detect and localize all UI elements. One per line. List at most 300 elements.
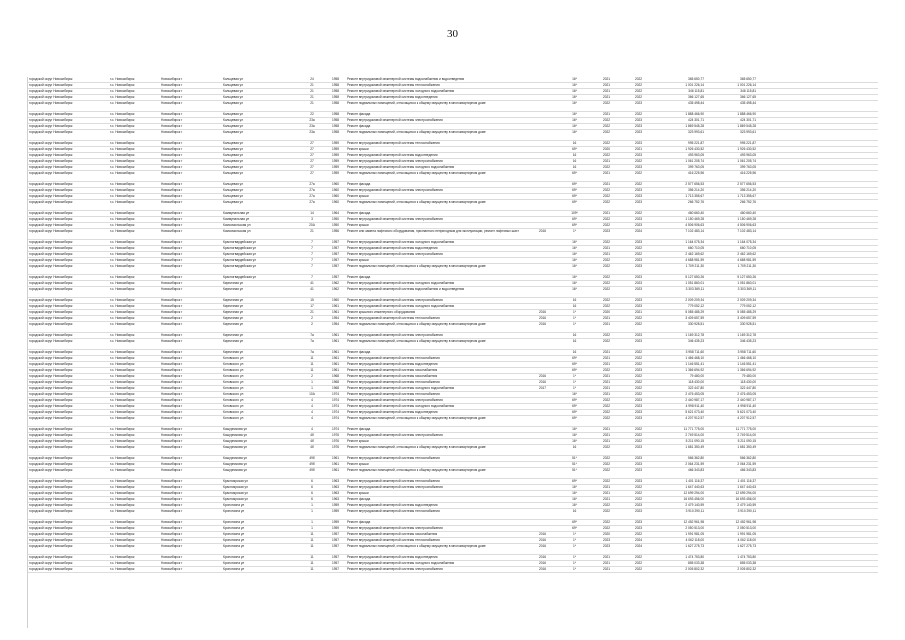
cell-town: Новосибирск г	[161, 555, 183, 559]
cell-okrug: городской округ Новосибирск	[29, 350, 73, 354]
cell-cost: 3 303 369,11	[685, 287, 704, 291]
cell-okrug: городской округ Новосибирск	[29, 211, 73, 215]
cell-okrug: городской округ Новосибирск	[29, 101, 73, 105]
cell-work: Ремонт внутридомовой инженерной системы водоснабжения и водоотведения	[347, 287, 465, 291]
cell-city: г.о. Новосибирск	[110, 362, 135, 366]
cell-start: 2022	[602, 304, 611, 308]
cell-end: 2022	[634, 555, 643, 559]
capital-repair-table	[27, 77, 878, 628]
cell-house: 21	[310, 83, 314, 87]
cell-end: 2022	[634, 374, 643, 378]
cell-work: Ремонт внутридомовой инженерной системы электроснабжения	[347, 433, 443, 437]
cell-town: Новосибирск г	[161, 95, 183, 99]
cell-total: 855 033,38	[740, 561, 756, 565]
cell-town: Новосибирск г	[161, 246, 183, 250]
cell-cost: 1 001 226,14	[685, 83, 704, 87]
cell-total: 4 506 906,63	[737, 223, 756, 227]
cell-work: Ремонт внутридомовой инженерной системы электроснабжения	[347, 298, 443, 302]
cell-year: 1957	[331, 538, 340, 542]
cell-house: 11	[310, 538, 314, 542]
cell-total: 7 102 483,14	[737, 229, 756, 233]
cell-start: 2021	[602, 322, 611, 326]
cell-end: 2023	[634, 416, 643, 420]
cell-year: 1958	[331, 118, 340, 122]
cell-street: Кирпичная ул	[223, 339, 244, 343]
cell-end: 2023	[634, 258, 643, 262]
cell-year: 1964	[331, 211, 340, 215]
cell-sub: 16*	[572, 281, 577, 285]
cell-house: 6	[311, 485, 313, 489]
cell-house: 7	[311, 252, 313, 256]
cell-house: 7	[311, 264, 313, 268]
cell-year: 1958	[331, 83, 340, 87]
cell-okrug: городской округ Новосибирск	[29, 112, 73, 116]
cell-end: 2023	[634, 200, 643, 204]
cell-end: 2022	[634, 95, 643, 99]
cell-house: 23а	[309, 118, 315, 122]
cell-street: Кольцевая ул	[223, 147, 244, 151]
cell-work: Ремонт фасада	[347, 124, 371, 128]
cell-okrug: городской округ Новосибирск	[29, 468, 73, 472]
cell-town: Новосибирск г	[161, 509, 183, 513]
cell-cost: 1 869 545,28	[685, 124, 704, 128]
cell-plan	[526, 333, 558, 338]
cell-city: г.о. Новосибирск	[110, 130, 135, 134]
cell-sub: 16*	[572, 252, 577, 256]
cell-sub: 16	[572, 445, 577, 449]
cell-okrug: городской округ Новосибирск	[29, 141, 73, 145]
cell-end: 2023	[634, 118, 643, 122]
cell-city: г.о. Новосибирск	[110, 491, 135, 495]
cell-plan: 2016	[538, 322, 547, 326]
cell-start: 2022	[602, 141, 611, 145]
cell-town: Новосибирск г	[161, 491, 183, 495]
cell-house: 4б	[310, 445, 314, 449]
cell-house: 21	[310, 229, 314, 233]
cell-total: 1 146 551,41	[737, 362, 756, 366]
cell-street: Кошурникова ул	[223, 445, 247, 449]
cell-end: 2022	[634, 386, 643, 390]
cell-house: 27	[310, 171, 314, 175]
cell-town: Новосибирск г	[161, 561, 183, 565]
cell-street: Кольцевая ул	[223, 101, 244, 105]
cell-cost: 330 928,51	[688, 322, 704, 326]
cell-house: 27	[310, 165, 314, 169]
cell-sub: 1*	[572, 310, 576, 314]
cell-work: Ремонт фасада	[347, 112, 371, 116]
cell-year: 1959	[331, 159, 340, 163]
cell-city: г.о. Новосибирск	[110, 398, 135, 402]
cell-street: Котовского ул	[223, 386, 244, 390]
cell-cost: 12 452 961,98	[683, 520, 704, 524]
cell-city: г.о. Новосибирск	[110, 509, 135, 513]
cell-start: 2022	[602, 520, 611, 524]
cell-cost: 3 910 290,11	[685, 509, 704, 513]
cell-work: Ремонт внутридомовой инженерной системы газоснабжения	[347, 374, 438, 378]
cell-sub: 16	[572, 165, 577, 169]
cell-work: Ремонт или замена лифтового оборудования, признанного непригодным для эксплуатации, ремонт лифтовых шахт	[347, 229, 519, 233]
cell-street: Кропоткина ул	[223, 567, 245, 571]
cell-cost: 2 476 453,05	[685, 392, 704, 396]
cell-street: Кропоткина ул	[223, 544, 245, 548]
cell-street: Кошурникова ул	[223, 456, 247, 460]
cell-town: Новосибирск г	[161, 194, 183, 198]
cell-start: 2022	[602, 165, 611, 169]
cell-sub: 16*	[572, 83, 577, 87]
cell-okrug: городской округ Новосибирск	[29, 509, 73, 513]
cell-town: Новосибирск г	[161, 182, 183, 186]
cell-okrug: городской округ Новосибирск	[29, 356, 73, 360]
cell-street: Котовского ул	[223, 392, 244, 396]
cell-work: Ремонт внутридомовой инженерной системы холодного водоснабжения	[347, 561, 455, 565]
cell-total: 5 621 073,40	[737, 410, 756, 414]
cell-okrug: городской округ Новосибирск	[29, 298, 73, 302]
cell-work: Ремонт внутридомовой инженерной системы электроснабжения	[347, 217, 443, 221]
cell-street: Котовского ул	[223, 374, 244, 378]
cell-year: 1961	[331, 350, 340, 354]
cell-town: Новосибирск г	[161, 159, 183, 163]
cell-end: 2023	[634, 188, 643, 192]
cell-house: 49б	[309, 456, 315, 460]
cell-town: Новосибирск г	[161, 124, 183, 128]
cell-cost: 2 005 802,32	[685, 567, 704, 571]
cell-total: 5 127 650,26	[737, 275, 756, 279]
cell-cost: 118 430,00	[688, 380, 704, 384]
cell-sub: 69*	[572, 188, 577, 192]
cell-sub: 109*	[571, 211, 578, 215]
cell-plan	[526, 200, 558, 210]
cell-year: 1961	[331, 356, 340, 360]
cell-plan	[526, 141, 558, 146]
cell-city: г.о. Новосибирск	[110, 433, 135, 437]
cell-start: 2022	[602, 281, 611, 285]
cell-town: Новосибирск г	[161, 485, 183, 489]
cell-end: 2023	[634, 194, 643, 198]
cell-total: 2 064 231,59	[737, 462, 756, 466]
cell-sub: 69*	[572, 404, 577, 408]
cell-city: г.о. Новосибирск	[110, 194, 135, 198]
cell-start: 2021	[602, 77, 611, 81]
cell-year: 1957	[331, 532, 340, 536]
cell-house: 7	[311, 258, 313, 262]
cell-sub: 16	[572, 141, 577, 145]
cell-okrug: городской округ Новосибирск	[29, 200, 73, 204]
cell-total: 1 709 211,30	[737, 264, 756, 268]
cell-street: Кольцевая ул	[223, 194, 244, 198]
cell-total: 1 647 440,63	[737, 485, 756, 489]
cell-town: Новосибирск г	[161, 503, 183, 507]
cell-end: 2023	[634, 153, 643, 157]
cell-start: 2022	[602, 479, 611, 483]
cell-house: 11	[310, 567, 314, 571]
cell-street: Красногвардейская ул	[223, 275, 257, 279]
cell-cost: 460 660,40	[688, 211, 704, 215]
cell-city: г.о. Новосибирск	[110, 503, 135, 507]
cell-start: 2021	[602, 427, 611, 431]
cell-end: 2023	[634, 281, 643, 285]
cell-town: Новосибирск г	[161, 240, 183, 244]
cell-start: 2021	[602, 182, 611, 186]
cell-plan	[526, 503, 558, 508]
table-row	[28, 171, 878, 182]
cell-cost: 4 062 118,00	[685, 538, 704, 542]
cell-total: 118 430,00	[740, 380, 756, 384]
cell-city: г.о. Новосибирск	[110, 462, 135, 466]
cell-okrug: городской округ Новосибирск	[29, 252, 73, 256]
cell-town: Новосибирск г	[161, 392, 183, 396]
cell-sub: 16*	[572, 427, 577, 431]
cell-total: 322 447,80	[740, 386, 756, 390]
cell-okrug: городской округ Новосибирск	[29, 520, 73, 524]
cell-house: 21	[310, 89, 314, 93]
cell-okrug: городской округ Новосибирск	[29, 567, 73, 571]
cell-sub: 16*	[572, 275, 577, 279]
cell-okrug: городской округ Новосибирск	[29, 497, 73, 501]
cell-end: 2023	[634, 165, 643, 169]
cell-plan	[526, 240, 558, 245]
cell-house: 24	[310, 77, 314, 81]
cell-town: Новосибирск г	[161, 479, 183, 483]
cell-house: 27	[310, 147, 314, 151]
cell-total: 323 993,61	[740, 130, 756, 134]
cell-town: Новосибирск г	[161, 497, 183, 501]
cell-total: 493 963,05	[740, 153, 756, 157]
cell-end: 2023	[634, 410, 643, 414]
cell-year: 1959	[331, 141, 340, 145]
cell-end: 2022	[634, 567, 643, 571]
cell-work: Ремонт крышного инженерного оборудования	[347, 310, 416, 314]
cell-town: Новосибирск г	[161, 211, 183, 215]
cell-house: 21	[310, 101, 314, 105]
cell-okrug: городской округ Новосибирск	[29, 246, 73, 250]
cell-year: 1960	[331, 200, 340, 204]
cell-sub: 16*	[572, 491, 577, 495]
cell-cost: 322 447,80	[688, 386, 704, 390]
cell-okrug: городской округ Новосибирск	[29, 462, 73, 466]
cell-city: г.о. Новосибирск	[110, 456, 135, 460]
cell-street: Котовского ул	[223, 404, 244, 408]
cell-work: Ремонт внутридомовой инженерной системы электроснабжения	[347, 398, 443, 402]
cell-city: г.о. Новосибирск	[110, 95, 135, 99]
cell-year: 1958	[331, 89, 340, 93]
cell-year: 1960	[331, 298, 340, 302]
cell-start: 2022	[602, 188, 611, 192]
cell-okrug: городской округ Новосибирск	[29, 322, 73, 326]
cell-city: г.о. Новосибирск	[110, 374, 135, 378]
cell-end: 2022	[634, 83, 643, 87]
cell-city: г.о. Новосибирск	[110, 101, 135, 105]
cell-street: Кольцевая ул	[223, 182, 244, 186]
cell-sub: 16	[572, 304, 577, 308]
cell-year: 1961	[331, 310, 340, 314]
cell-city: г.о. Новосибирск	[110, 445, 135, 449]
cell-start: 2022	[602, 264, 611, 268]
cell-street: Котовского ул	[223, 398, 244, 402]
cell-street: Кольцевая ул	[223, 112, 244, 116]
cell-town: Новосибирск г	[161, 544, 183, 548]
cell-city: г.о. Новосибирск	[110, 555, 135, 559]
cell-house: 4	[311, 398, 313, 402]
cell-sub: 1*	[572, 322, 576, 326]
cell-okrug: городской округ Новосибирск	[29, 427, 73, 431]
cell-total: 1 001 226,14	[737, 83, 756, 87]
cell-street: Кольцевая ул	[223, 141, 244, 145]
cell-start: 2022	[602, 404, 611, 408]
cell-house: 1	[311, 526, 313, 530]
cell-street: Кольцевая ул	[223, 89, 244, 93]
cell-year: 1974	[331, 398, 340, 402]
cell-end: 2022	[634, 356, 643, 360]
cell-town: Новосибирск г	[161, 322, 183, 326]
cell-okrug: городской округ Новосибирск	[29, 304, 73, 308]
cell-sub: 16*	[572, 118, 577, 122]
cell-street: Кольцевая ул	[223, 171, 244, 175]
cell-total: 566 362,80	[740, 456, 756, 460]
cell-house: 4	[311, 416, 313, 420]
cell-city: г.о. Новосибирск	[110, 246, 135, 250]
cell-street: Кирпичная ул	[223, 316, 244, 320]
cell-total: 1 869 545,28	[737, 124, 756, 128]
cell-work: Ремонт внутридомовой инженерной системы электроснабжения	[347, 485, 443, 489]
cell-year: 1954	[331, 322, 340, 326]
cell-city: г.о. Новосибирск	[110, 304, 135, 308]
cell-year: 1959	[331, 153, 340, 157]
cell-street: Кольцевая ул	[223, 165, 244, 169]
cell-house: 11	[310, 555, 314, 559]
cell-city: г.о. Новосибирск	[110, 171, 135, 175]
cell-plan: 2016	[538, 380, 547, 384]
cell-okrug: городской округ Новосибирск	[29, 526, 73, 530]
cell-house: 4	[311, 427, 313, 431]
cell-okrug: городской округ Новосибирск	[29, 310, 73, 314]
cell-okrug: городской округ Новосибирск	[29, 410, 73, 414]
cell-house: 23а	[309, 130, 315, 134]
cell-year: 1974	[331, 416, 340, 420]
cell-okrug: городской округ Новосибирск	[29, 281, 73, 285]
cell-year: 1957	[331, 258, 340, 262]
cell-year: 1957	[331, 567, 340, 571]
cell-house: 41	[310, 287, 314, 291]
cell-city: г.о. Новосибирск	[110, 118, 135, 122]
cell-end: 2023	[634, 445, 643, 449]
cell-plan	[526, 95, 558, 100]
cell-plan	[526, 165, 558, 170]
cell-okrug: городской округ Новосибирск	[29, 118, 73, 122]
cell-work: Ремонт внутридомовой инженерной системы холодного водоснабжения	[347, 404, 455, 408]
cell-plan	[526, 526, 558, 531]
cell-plan	[526, 217, 558, 222]
cell-total: 366 127,65	[740, 95, 756, 99]
cell-total: 1 051 860,01	[737, 281, 756, 285]
cell-okrug: городской округ Новосибирск	[29, 445, 73, 449]
cell-okrug: городской округ Новосибирск	[29, 89, 73, 93]
cell-year: 1974	[331, 410, 340, 414]
cell-house: 27а	[309, 182, 315, 186]
cell-house: 27	[310, 153, 314, 157]
cell-cost: 5 127 650,26	[685, 275, 704, 279]
cell-okrug: городской округ Новосибирск	[29, 316, 73, 320]
cell-total: 1 061 205,74	[737, 159, 756, 163]
cell-sub: 16*	[572, 503, 577, 507]
cell-okrug: городской округ Новосибирск	[29, 561, 73, 565]
cell-total: 2 009 209,34	[737, 298, 756, 302]
cell-year: 1958	[331, 95, 340, 99]
cell-work: Ремонт внутридомовой инженерной системы электроснабжения	[347, 567, 443, 571]
cell-town: Новосибирск г	[161, 462, 183, 466]
cell-town: Новосибирск г	[161, 101, 183, 105]
cell-house: 21	[310, 310, 314, 314]
cell-start: 2021	[602, 252, 611, 256]
cell-year: 1963	[331, 497, 340, 501]
cell-work: Ремонт подвальных помещений, относящихся к общему имуществу в многоквартирном доме	[347, 468, 486, 472]
cell-total: 2 479 140,59	[737, 503, 756, 507]
cell-cost: 16 693 456,00	[683, 497, 704, 501]
cell-work: Ремонт крыши	[347, 223, 369, 227]
cell-street: Кирпичная ул	[223, 310, 244, 314]
cell-total: 1 164 075,34	[737, 240, 756, 244]
cell-year: 1974	[331, 392, 340, 396]
cell-okrug: городской округ Новосибирск	[29, 555, 73, 559]
cell-total: 2 577 656,53	[737, 182, 756, 186]
cell-town: Новосибирск г	[161, 147, 183, 151]
cell-start: 2022	[602, 468, 611, 472]
cell-work: Ремонт крыши	[347, 194, 369, 198]
cell-house: 7	[311, 240, 313, 244]
cell-okrug: городской округ Новосибирск	[29, 217, 73, 221]
cell-city: г.о. Новосибирск	[110, 404, 135, 408]
cell-street: Кольцевая ул	[223, 200, 244, 204]
cell-cost: 1 146 551,41	[685, 362, 704, 366]
cell-sub: 16*	[572, 77, 577, 81]
cell-town: Новосибирск г	[161, 83, 183, 87]
cell-plan: 2016	[538, 555, 547, 559]
cell-street: Кирпичная ул	[223, 333, 244, 337]
cell-year: 1950	[331, 217, 340, 221]
cell-plan	[526, 252, 558, 257]
cell-work: Ремонт внутридомовой инженерной системы водоотведения	[347, 503, 438, 507]
cell-town: Новосибирск г	[161, 229, 183, 233]
cell-town: Новосибирск г	[161, 130, 183, 134]
cell-okrug: городской округ Новосибирск	[29, 147, 73, 151]
cell-year: 1957	[331, 544, 340, 548]
cell-street: Кольцевая ул	[223, 159, 244, 163]
cell-city: г.о. Новосибирск	[110, 153, 135, 157]
cell-start: 2021	[602, 491, 611, 495]
cell-year: 1958	[331, 101, 340, 105]
cell-city: г.о. Новосибирск	[110, 188, 135, 192]
cell-work: Ремонт подвальных помещений, относящихся к общему имуществу в многоквартирном доме	[347, 200, 486, 204]
cell-cost: 1 991 981,05	[685, 532, 704, 536]
cell-total: 330 928,51	[740, 322, 756, 326]
cell-start: 2022	[602, 130, 611, 134]
cell-year: 1976	[331, 445, 340, 449]
cell-cost: 995 221,87	[688, 141, 704, 145]
cell-year: 1974	[331, 427, 340, 431]
cell-city: г.о. Новосибирск	[110, 200, 135, 204]
cell-end: 2023	[634, 124, 643, 128]
cell-work: Ремонт внутридомовой инженерной системы холодного водоснабжения	[347, 304, 455, 308]
cell-okrug: городской округ Новосибирск	[29, 532, 73, 536]
cell-cost: 3 958 711,60	[685, 350, 704, 354]
cell-sub: 16*	[572, 246, 577, 250]
cell-town: Новосибирск г	[161, 310, 183, 314]
cell-start: 2021	[602, 362, 611, 366]
cell-house: 41	[310, 281, 314, 285]
cell-total: 435 498,44	[740, 101, 756, 105]
cell-total: 399 763,05	[740, 165, 756, 169]
cell-town: Новосибирск г	[161, 356, 183, 360]
cell-start: 2022	[602, 368, 611, 372]
